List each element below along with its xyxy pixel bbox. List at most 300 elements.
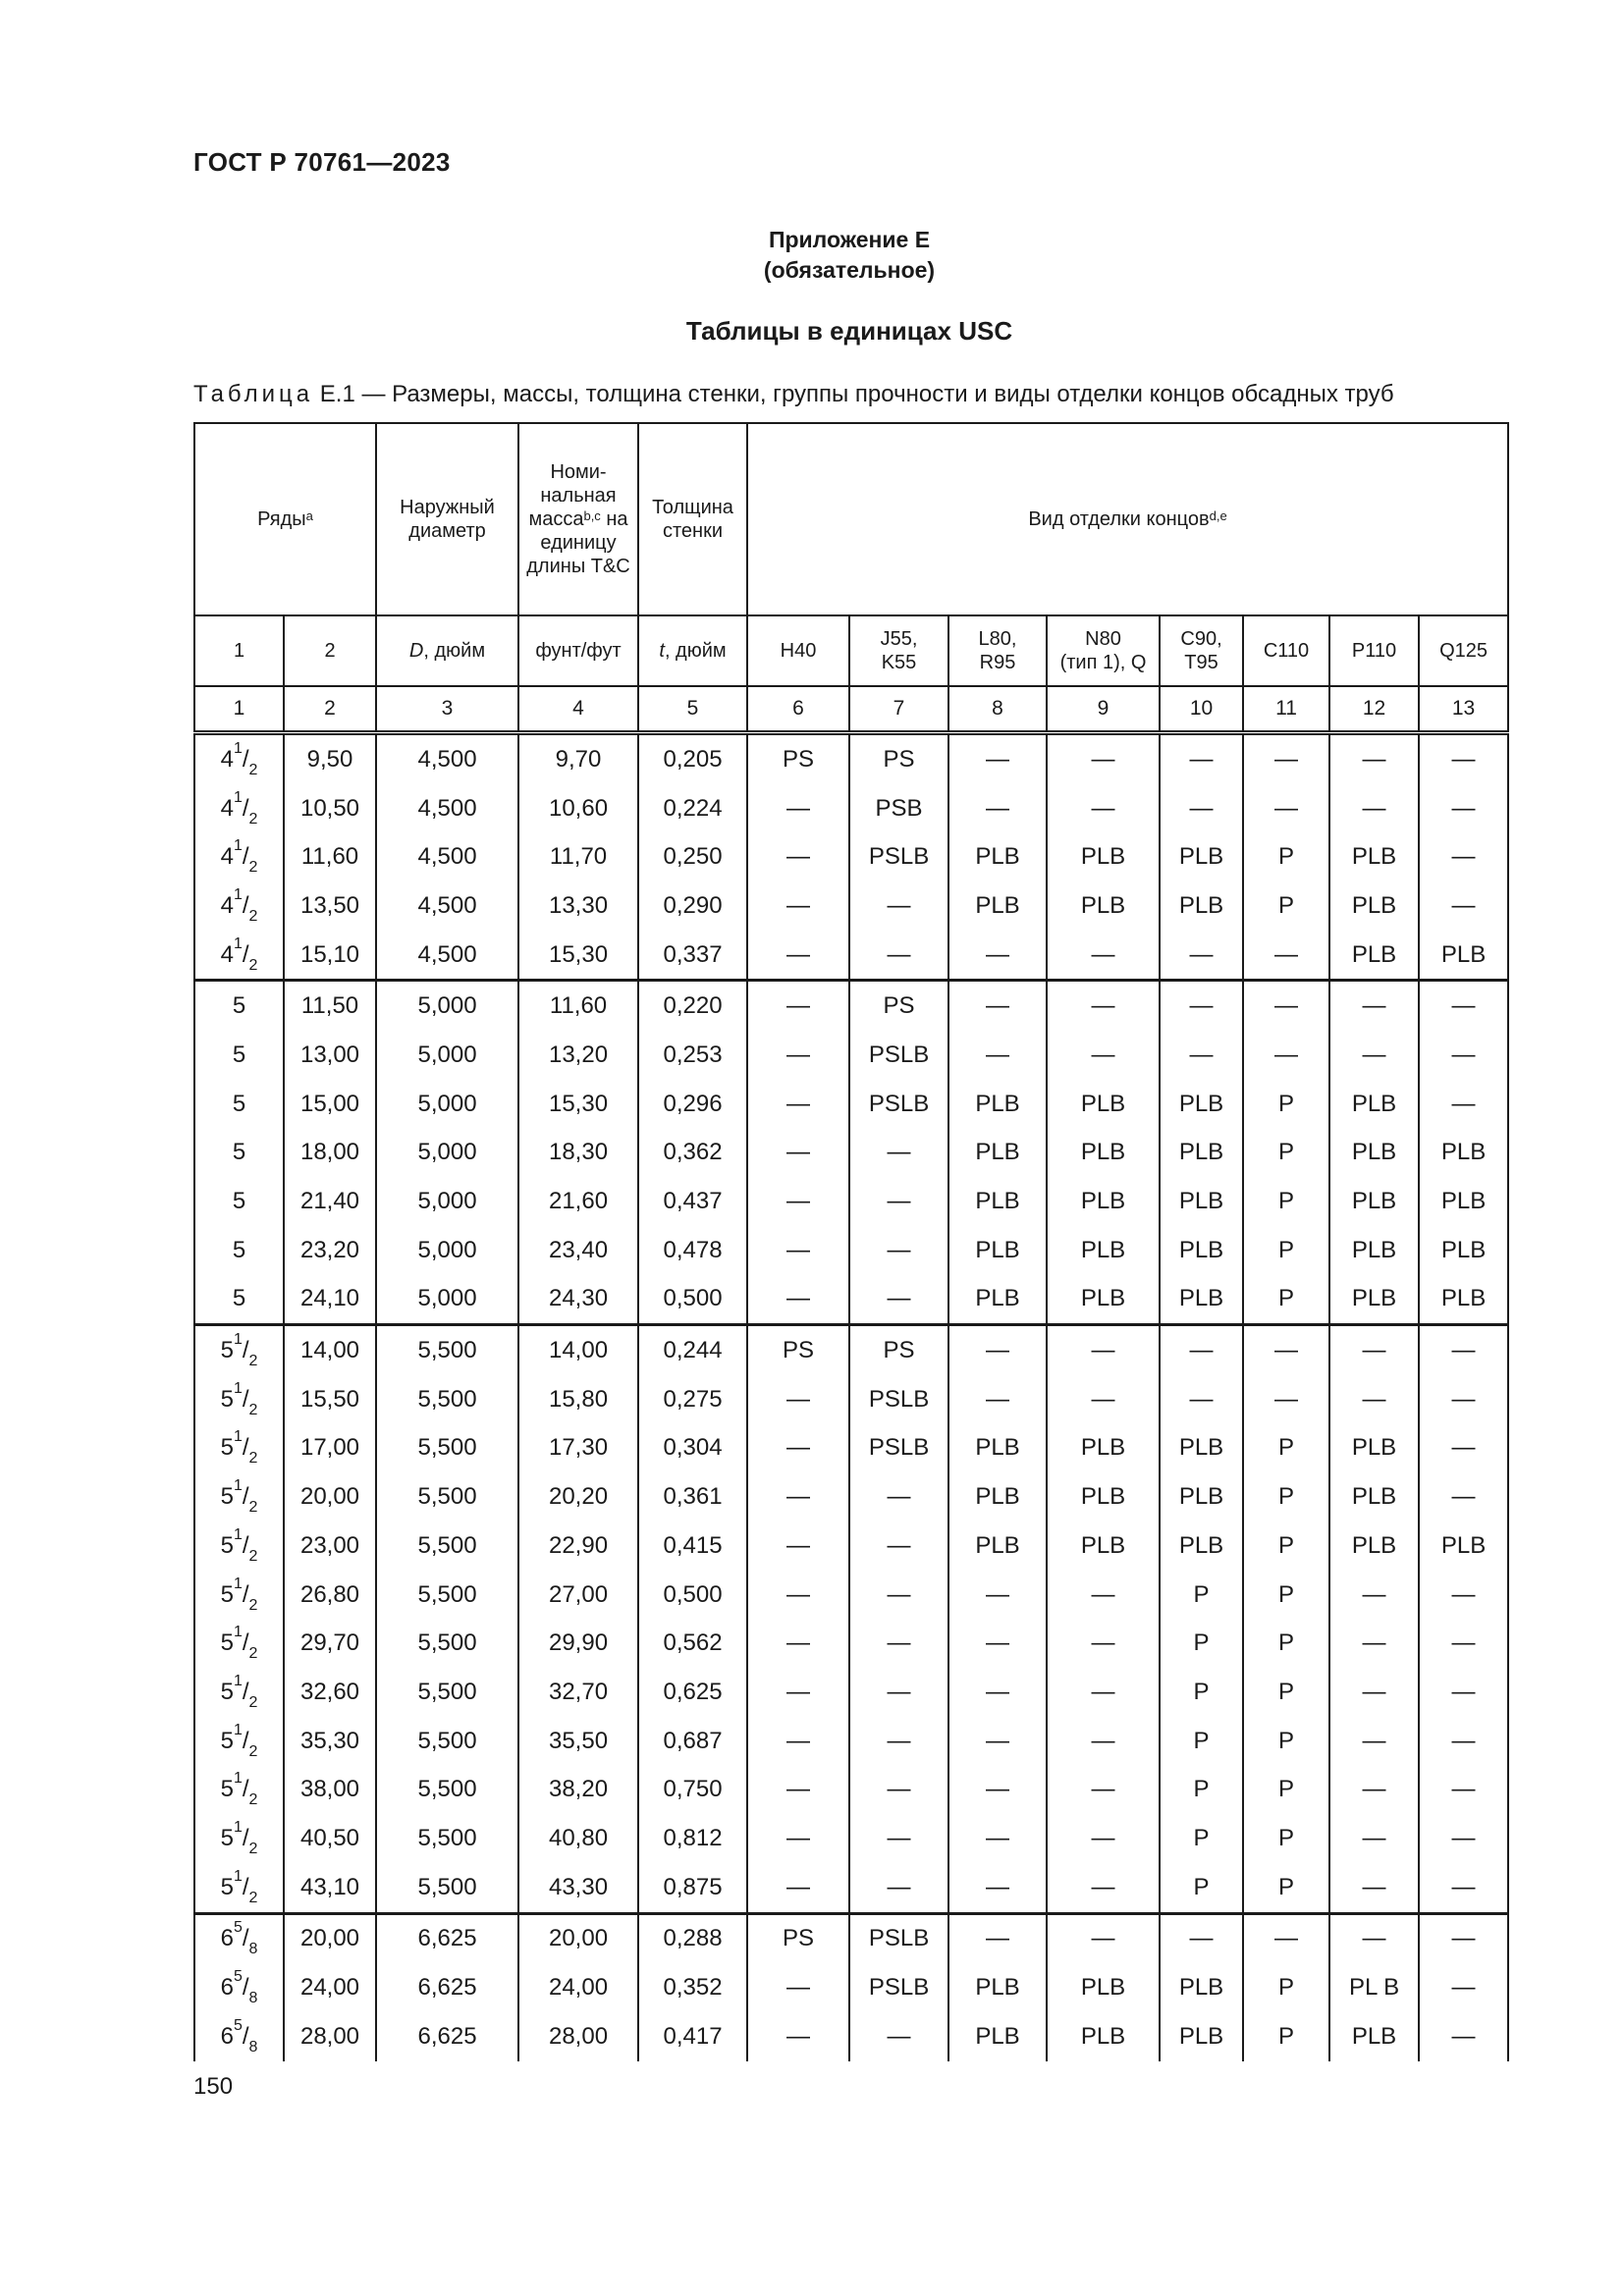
cell-size-series: $5^1/_2$ <box>194 1522 284 1571</box>
cell-end-finish: PS <box>849 981 948 1031</box>
cell-wall-thickness: 0,415 <box>638 1522 747 1571</box>
cell-end-finish: — <box>1047 733 1160 784</box>
table-row <box>194 1668 1508 1717</box>
cell-end-finish: — <box>1419 1963 1508 2012</box>
cell-size-series: $5^1/_2$ <box>194 1424 284 1473</box>
cell-size-series: $4^1/_2$ <box>194 881 284 931</box>
cell-end-finish: PLB <box>1419 1275 1508 1325</box>
table-row <box>194 1472 1508 1522</box>
cell-end-finish: P <box>1243 1963 1329 2012</box>
cell-end-finish: — <box>849 1129 948 1178</box>
cell-end-finish: PLB <box>1329 1472 1419 1522</box>
cell-end-finish: PLB <box>1160 1129 1243 1178</box>
table-row <box>194 1571 1508 1620</box>
cell-wall-thickness: 0,244 <box>638 1325 747 1375</box>
cell-weight-designation: 32,60 <box>284 1668 376 1717</box>
cell-outer-diameter: 4,500 <box>376 784 518 833</box>
cell-nominal-mass: 23,40 <box>518 1226 638 1275</box>
cell-end-finish: — <box>1329 981 1419 1031</box>
cell-end-finish: — <box>747 1275 849 1325</box>
cell-weight-designation: 10,50 <box>284 784 376 833</box>
cell-end-finish: PLB <box>948 1472 1047 1522</box>
cell-weight-designation: 15,10 <box>284 931 376 981</box>
cell-end-finish: PLB <box>1047 1472 1160 1522</box>
cell-end-finish: PLB <box>948 2012 1047 2061</box>
cell-end-finish: — <box>948 1375 1047 1424</box>
unit-cell: J55, K55 <box>849 615 948 686</box>
cell-nominal-mass: 35,50 <box>518 1717 638 1766</box>
cell-end-finish: — <box>948 733 1047 784</box>
cell-end-finish: — <box>747 981 849 1031</box>
cell-end-finish: — <box>747 1226 849 1275</box>
cell-end-finish: PLB <box>1047 1522 1160 1571</box>
cell-outer-diameter: 5,500 <box>376 1472 518 1522</box>
cell-end-finish: — <box>1419 1913 1508 1963</box>
table-row <box>194 1863 1508 1913</box>
casing-table <box>193 422 1509 2061</box>
column-number: 9 <box>1047 686 1160 733</box>
cell-wall-thickness: 0,275 <box>638 1375 747 1424</box>
cell-nominal-mass: 15,30 <box>518 931 638 981</box>
cell-end-finish: PLB <box>1329 931 1419 981</box>
cell-size-series: 5 <box>194 1129 284 1178</box>
cell-outer-diameter: 5,000 <box>376 1177 518 1226</box>
cell-end-finish: — <box>1419 1375 1508 1424</box>
cell-end-finish: PS <box>747 733 849 784</box>
cell-end-finish: — <box>849 1226 948 1275</box>
cell-end-finish: P <box>1160 1814 1243 1863</box>
cell-end-finish: PS <box>747 1325 849 1375</box>
cell-end-finish: — <box>1329 1765 1419 1814</box>
cell-end-finish: — <box>747 1717 849 1766</box>
cell-size-series: 5 <box>194 1275 284 1325</box>
cell-end-finish: — <box>1243 1031 1329 1080</box>
cell-end-finish: P <box>1243 1424 1329 1473</box>
cell-end-finish: PLB <box>1047 1226 1160 1275</box>
cell-wall-thickness: 0,205 <box>638 733 747 784</box>
cell-end-finish: — <box>1419 784 1508 833</box>
table-row <box>194 1913 1508 1963</box>
cell-end-finish: PLB <box>1329 1275 1419 1325</box>
cell-nominal-mass: 13,20 <box>518 1031 638 1080</box>
cell-outer-diameter: 6,625 <box>376 2012 518 2061</box>
cell-end-finish: — <box>1419 1472 1508 1522</box>
header-row <box>194 423 1508 615</box>
column-number: 2 <box>284 686 376 733</box>
cell-size-series: 5 <box>194 1080 284 1129</box>
cell-wall-thickness: 0,304 <box>638 1424 747 1473</box>
cell-end-finish: PLB <box>1047 832 1160 881</box>
cell-outer-diameter: 5,500 <box>376 1522 518 1571</box>
cell-nominal-mass: 11,70 <box>518 832 638 881</box>
cell-end-finish: P <box>1160 1619 1243 1668</box>
cell-end-finish: — <box>747 1863 849 1913</box>
table-row <box>194 1619 1508 1668</box>
cell-end-finish: — <box>1329 1375 1419 1424</box>
cell-end-finish: PLB <box>1419 931 1508 981</box>
cell-nominal-mass: 13,30 <box>518 881 638 931</box>
cell-end-finish: — <box>1329 1913 1419 1963</box>
cell-end-finish: — <box>948 1814 1047 1863</box>
cell-end-finish: PLB <box>1047 881 1160 931</box>
cell-wall-thickness: 0,625 <box>638 1668 747 1717</box>
cell-end-finish: — <box>1419 1717 1508 1766</box>
unit-cell: 1 <box>194 615 284 686</box>
table-row <box>194 1275 1508 1325</box>
cell-weight-designation: 11,60 <box>284 832 376 881</box>
cell-outer-diameter: 5,500 <box>376 1765 518 1814</box>
cell-end-finish: PLB <box>948 1522 1047 1571</box>
cell-weight-designation: 43,10 <box>284 1863 376 1913</box>
cell-weight-designation: 26,80 <box>284 1571 376 1620</box>
section-title: Таблицы в единицах USC <box>685 316 1013 346</box>
cell-end-finish: — <box>1419 1668 1508 1717</box>
cell-outer-diameter: 5,500 <box>376 1619 518 1668</box>
cell-end-finish: — <box>747 1571 849 1620</box>
header-end-finish: Вид отделки концов$^{d,e}$ <box>747 423 1508 615</box>
table-row <box>194 981 1508 1031</box>
table-caption <box>193 381 1394 408</box>
cell-size-series: 5 <box>194 1177 284 1226</box>
cell-end-finish: P <box>1243 1226 1329 1275</box>
cell-wall-thickness: 0,361 <box>638 1472 747 1522</box>
cell-end-finish: — <box>1419 881 1508 931</box>
cell-end-finish: PS <box>849 733 948 784</box>
cell-outer-diameter: 5,000 <box>376 1275 518 1325</box>
cell-nominal-mass: 9,70 <box>518 733 638 784</box>
cell-end-finish: — <box>948 1765 1047 1814</box>
cell-end-finish: PLB <box>1419 1177 1508 1226</box>
table-row <box>194 1080 1508 1129</box>
column-number: 11 <box>1243 686 1329 733</box>
cell-end-finish: — <box>948 1325 1047 1375</box>
cell-end-finish: — <box>849 1275 948 1325</box>
cell-end-finish: PS <box>747 1913 849 1963</box>
cell-end-finish: — <box>948 1863 1047 1913</box>
cell-end-finish: P <box>1243 1522 1329 1571</box>
cell-end-finish: P <box>1243 1619 1329 1668</box>
cell-end-finish: — <box>1329 784 1419 833</box>
cell-end-finish: PLB <box>1419 1522 1508 1571</box>
cell-end-finish: — <box>1160 733 1243 784</box>
cell-end-finish: PLB <box>1047 1129 1160 1178</box>
cell-weight-designation: 35,30 <box>284 1717 376 1766</box>
cell-weight-designation: 40,50 <box>284 1814 376 1863</box>
cell-nominal-mass: 10,60 <box>518 784 638 833</box>
cell-end-finish: PLB <box>1329 1177 1419 1226</box>
cell-end-finish: — <box>948 1619 1047 1668</box>
cell-weight-designation: 18,00 <box>284 1129 376 1178</box>
cell-end-finish: PLB <box>948 1424 1047 1473</box>
cell-end-finish: — <box>1419 1571 1508 1620</box>
cell-size-series: $5^1/_2$ <box>194 1325 284 1375</box>
cell-size-series: $6^5/_8$ <box>194 2012 284 2061</box>
cell-end-finish: — <box>1419 1031 1508 1080</box>
cell-end-finish: — <box>1419 1325 1508 1375</box>
cell-end-finish: — <box>747 1668 849 1717</box>
cell-end-finish: PLB <box>1329 2012 1419 2061</box>
column-number: 12 <box>1329 686 1419 733</box>
cell-end-finish: PSLB <box>849 1913 948 1963</box>
cell-end-finish: PLB <box>1160 1522 1243 1571</box>
cell-end-finish: — <box>948 981 1047 1031</box>
cell-end-finish: P <box>1243 881 1329 931</box>
cell-end-finish: PLB <box>1329 1226 1419 1275</box>
cell-end-finish: PSLB <box>849 1375 948 1424</box>
column-number: 5 <box>638 686 747 733</box>
cell-wall-thickness: 0,290 <box>638 881 747 931</box>
cell-end-finish: PSLB <box>849 1080 948 1129</box>
column-number: 6 <box>747 686 849 733</box>
cell-nominal-mass: 32,70 <box>518 1668 638 1717</box>
cell-end-finish: PLB <box>1329 1522 1419 1571</box>
cell-end-finish: — <box>1047 1765 1160 1814</box>
table-row <box>194 1129 1508 1178</box>
cell-end-finish: — <box>1160 1375 1243 1424</box>
cell-nominal-mass: 40,80 <box>518 1814 638 1863</box>
cell-end-finish: PLB <box>1047 1424 1160 1473</box>
cell-nominal-mass: 11,60 <box>518 981 638 1031</box>
cell-end-finish: PLB <box>1329 881 1419 931</box>
table-row <box>194 1177 1508 1226</box>
cell-end-finish: — <box>948 784 1047 833</box>
appendix-status: (обязательное) <box>763 257 936 283</box>
cell-end-finish: PLB <box>1160 1275 1243 1325</box>
cell-nominal-mass: 29,90 <box>518 1619 638 1668</box>
cell-end-finish: PLB <box>1160 881 1243 931</box>
column-number-row <box>194 686 1508 733</box>
cell-end-finish: P <box>1160 1765 1243 1814</box>
table-row <box>194 1325 1508 1375</box>
cell-size-series: $5^1/_2$ <box>194 1668 284 1717</box>
cell-nominal-mass: 27,00 <box>518 1571 638 1620</box>
cell-end-finish: — <box>747 1424 849 1473</box>
cell-end-finish: PLB <box>1160 1080 1243 1129</box>
cell-weight-designation: 15,50 <box>284 1375 376 1424</box>
cell-outer-diameter: 5,000 <box>376 1080 518 1129</box>
cell-wall-thickness: 0,352 <box>638 1963 747 2012</box>
table-row <box>194 832 1508 881</box>
appendix-heading <box>0 225 1624 286</box>
cell-nominal-mass: 22,90 <box>518 1522 638 1571</box>
cell-end-finish: PLB <box>1160 1177 1243 1226</box>
cell-wall-thickness: 0,220 <box>638 981 747 1031</box>
cell-wall-thickness: 0,437 <box>638 1177 747 1226</box>
cell-end-finish: — <box>1047 1913 1160 1963</box>
cell-nominal-mass: 43,30 <box>518 1863 638 1913</box>
cell-weight-designation: 13,50 <box>284 881 376 931</box>
column-number: 1 <box>194 686 284 733</box>
table-row <box>194 1375 1508 1424</box>
cell-end-finish: — <box>747 1129 849 1178</box>
cell-end-finish: P <box>1243 1472 1329 1522</box>
cell-end-finish: — <box>1047 1863 1160 1913</box>
column-number: 8 <box>948 686 1047 733</box>
cell-end-finish: PS <box>849 1325 948 1375</box>
column-number: 10 <box>1160 686 1243 733</box>
units-row <box>194 615 1508 686</box>
cell-end-finish: P <box>1243 1571 1329 1620</box>
cell-weight-designation: 14,00 <box>284 1325 376 1375</box>
cell-end-finish: — <box>849 881 948 931</box>
cell-wall-thickness: 0,687 <box>638 1717 747 1766</box>
cell-wall-thickness: 0,875 <box>638 1863 747 1913</box>
cell-weight-designation: 23,20 <box>284 1226 376 1275</box>
cell-wall-thickness: 0,812 <box>638 1814 747 1863</box>
cell-end-finish: — <box>747 784 849 833</box>
cell-end-finish: PSLB <box>849 1031 948 1080</box>
cell-end-finish: PLB <box>1047 2012 1160 2061</box>
cell-end-finish: — <box>849 2012 948 2061</box>
cell-end-finish: PLB <box>948 832 1047 881</box>
cell-outer-diameter: 5,500 <box>376 1325 518 1375</box>
cell-end-finish: — <box>849 1668 948 1717</box>
cell-end-finish: — <box>747 1031 849 1080</box>
cell-end-finish: — <box>747 1375 849 1424</box>
cell-end-finish: PLB <box>948 1226 1047 1275</box>
cell-end-finish: — <box>849 1522 948 1571</box>
table-row <box>194 784 1508 833</box>
cell-end-finish: PLB <box>1329 1424 1419 1473</box>
cell-end-finish: — <box>747 1080 849 1129</box>
cell-size-series: 5 <box>194 1226 284 1275</box>
cell-weight-designation: 28,00 <box>284 2012 376 2061</box>
cell-outer-diameter: 5,500 <box>376 1375 518 1424</box>
cell-end-finish: P <box>1243 1765 1329 1814</box>
table-caption-text: Е.1 — Размеры, массы, толщина стенки, группы прочности и виды отделки концов обсадных труб <box>319 381 1394 407</box>
unit-cell: L80, R95 <box>948 615 1047 686</box>
appendix-title: Приложение Е <box>768 227 931 252</box>
cell-end-finish: — <box>1047 1571 1160 1620</box>
header-rows: Ряды$^a$ <box>194 423 376 615</box>
cell-end-finish: — <box>1047 1031 1160 1080</box>
cell-end-finish: — <box>1243 981 1329 1031</box>
cell-outer-diameter: 6,625 <box>376 1913 518 1963</box>
cell-end-finish: — <box>747 1472 849 1522</box>
cell-weight-designation: 21,40 <box>284 1177 376 1226</box>
cell-end-finish: P <box>1243 1668 1329 1717</box>
cell-end-finish: PSLB <box>849 1424 948 1473</box>
document-code: ГОСТ Р 70761—2023 <box>193 147 451 177</box>
cell-wall-thickness: 0,500 <box>638 1571 747 1620</box>
cell-end-finish: — <box>1047 1619 1160 1668</box>
cell-end-finish: PLB <box>948 1080 1047 1129</box>
cell-end-finish: PLB <box>1047 1080 1160 1129</box>
cell-end-finish: PLB <box>1160 1472 1243 1522</box>
cell-end-finish: — <box>1329 1863 1419 1913</box>
cell-end-finish: — <box>1047 784 1160 833</box>
cell-end-finish: PLB <box>1047 1177 1160 1226</box>
cell-end-finish: — <box>1243 733 1329 784</box>
table-row <box>194 1765 1508 1814</box>
cell-outer-diameter: 5,500 <box>376 1814 518 1863</box>
cell-end-finish: — <box>849 1814 948 1863</box>
cell-nominal-mass: 20,00 <box>518 1913 638 1963</box>
cell-nominal-mass: 15,80 <box>518 1375 638 1424</box>
cell-wall-thickness: 0,250 <box>638 832 747 881</box>
cell-end-finish: — <box>1419 1765 1508 1814</box>
cell-end-finish: — <box>1047 931 1160 981</box>
cell-end-finish: — <box>1160 981 1243 1031</box>
cell-end-finish: PLB <box>1329 1080 1419 1129</box>
cell-size-series: $4^1/_2$ <box>194 931 284 981</box>
cell-size-series: $5^1/_2$ <box>194 1472 284 1522</box>
cell-end-finish: — <box>1419 981 1508 1031</box>
cell-size-series: $5^1/_2$ <box>194 1863 284 1913</box>
cell-end-finish: — <box>1243 931 1329 981</box>
cell-size-series: $5^1/_2$ <box>194 1375 284 1424</box>
cell-end-finish: — <box>1329 1717 1419 1766</box>
cell-end-finish: — <box>849 1863 948 1913</box>
cell-outer-diameter: 5,500 <box>376 1717 518 1766</box>
cell-weight-designation: 20,00 <box>284 1913 376 1963</box>
unit-cell: D, дюйм <box>376 615 518 686</box>
cell-size-series: $5^1/_2$ <box>194 1717 284 1766</box>
cell-size-series: $5^1/_2$ <box>194 1571 284 1620</box>
cell-weight-designation: 11,50 <box>284 981 376 1031</box>
table-row <box>194 1814 1508 1863</box>
cell-weight-designation: 13,00 <box>284 1031 376 1080</box>
cell-end-finish: — <box>849 1472 948 1522</box>
cell-end-finish: — <box>948 1913 1047 1963</box>
cell-end-finish: P <box>1243 2012 1329 2061</box>
unit-cell: 2 <box>284 615 376 686</box>
cell-outer-diameter: 4,500 <box>376 931 518 981</box>
column-number: 7 <box>849 686 948 733</box>
cell-size-series: $6^5/_8$ <box>194 1913 284 1963</box>
cell-weight-designation: 15,00 <box>284 1080 376 1129</box>
cell-end-finish: — <box>1047 1375 1160 1424</box>
header-wall-thickness: Толщина стенки <box>638 423 747 615</box>
cell-end-finish: — <box>1419 2012 1508 2061</box>
cell-weight-designation: 17,00 <box>284 1424 376 1473</box>
cell-wall-thickness: 0,500 <box>638 1275 747 1325</box>
unit-cell: C110 <box>1243 615 1329 686</box>
cell-nominal-mass: 17,30 <box>518 1424 638 1473</box>
cell-end-finish: — <box>1329 1668 1419 1717</box>
cell-nominal-mass: 18,30 <box>518 1129 638 1178</box>
table-row <box>194 1522 1508 1571</box>
cell-size-series: 5 <box>194 981 284 1031</box>
cell-end-finish: — <box>1329 1031 1419 1080</box>
cell-end-finish: — <box>1419 1814 1508 1863</box>
cell-nominal-mass: 38,20 <box>518 1765 638 1814</box>
cell-size-series: 5 <box>194 1031 284 1080</box>
cell-end-finish: P <box>1243 1275 1329 1325</box>
cell-end-finish: — <box>849 1765 948 1814</box>
cell-end-finish: — <box>1329 1325 1419 1375</box>
cell-end-finish: P <box>1243 1129 1329 1178</box>
cell-weight-designation: 20,00 <box>284 1472 376 1522</box>
cell-end-finish: — <box>849 1717 948 1766</box>
cell-end-finish: — <box>1419 832 1508 881</box>
cell-end-finish: — <box>1419 1619 1508 1668</box>
column-number: 4 <box>518 686 638 733</box>
cell-end-finish: — <box>1047 1717 1160 1766</box>
cell-weight-designation: 29,70 <box>284 1619 376 1668</box>
cell-outer-diameter: 5,500 <box>376 1571 518 1620</box>
cell-end-finish: PSB <box>849 784 948 833</box>
cell-end-finish: — <box>1160 1325 1243 1375</box>
cell-end-finish: — <box>1329 1814 1419 1863</box>
cell-end-finish: — <box>1243 1325 1329 1375</box>
cell-outer-diameter: 5,000 <box>376 981 518 1031</box>
cell-end-finish: — <box>747 1619 849 1668</box>
cell-weight-designation: 23,00 <box>284 1522 376 1571</box>
cell-end-finish: P <box>1243 1863 1329 1913</box>
table-row <box>194 881 1508 931</box>
cell-wall-thickness: 0,750 <box>638 1765 747 1814</box>
